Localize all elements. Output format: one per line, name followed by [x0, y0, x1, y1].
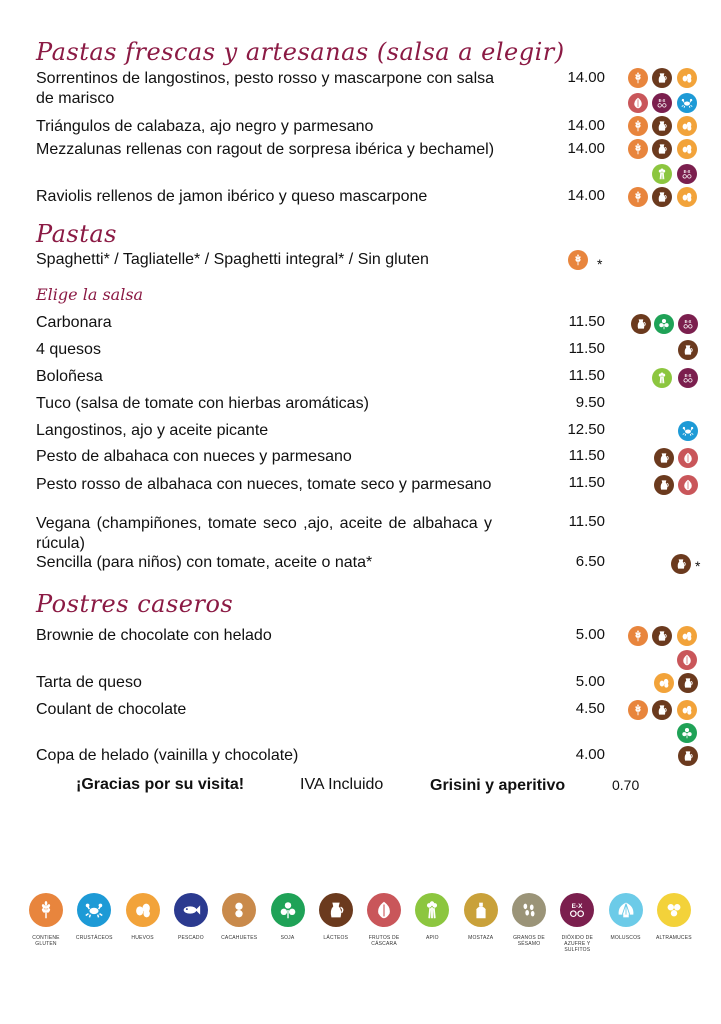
legend-item	[410, 893, 454, 941]
sulphite-icon	[678, 368, 698, 388]
milk-jug-icon	[678, 746, 698, 766]
eggs-icon	[677, 116, 697, 136]
wheat-icon	[628, 626, 648, 646]
sauce-name: Pesto rosso de albahaca con nueces, tomate seco y parmesano	[36, 476, 492, 493]
soy-icon	[677, 723, 697, 743]
milk-jug-icon	[654, 475, 674, 495]
fish-icon	[174, 893, 208, 927]
milk-jug-icon	[319, 893, 353, 927]
nut-icon	[628, 93, 648, 113]
milk-jug-icon	[678, 340, 698, 360]
crab-icon	[77, 893, 111, 927]
eggs-icon	[677, 139, 697, 159]
legend-item	[72, 893, 116, 941]
legend-item	[362, 893, 406, 947]
legend-label: APIO	[426, 935, 439, 941]
menu-item-price: 14.00	[567, 187, 605, 204]
nut-icon	[678, 448, 698, 468]
dessert-price: 5.00	[575, 673, 605, 690]
legend-label: CRUSTÁCEOS	[75, 935, 113, 941]
wheat-icon	[628, 116, 648, 136]
legend-label: DIÓXIDO DE AZUFRE Y SULFITOS	[561, 935, 594, 953]
dessert-name: Brownie de chocolate con helado	[36, 627, 272, 644]
sauce-name: Vegana (champiñones, tomate seco ,ajo, aceite de albahaca y rúcula)	[36, 515, 492, 552]
legend-item	[24, 893, 68, 947]
sauce-price: 11.50	[568, 474, 605, 491]
sauce-name: 4 quesos	[36, 341, 101, 358]
sauce-name: Sencilla (para niños) con tomate, aceite o nata*	[36, 554, 373, 571]
crab-icon	[677, 93, 697, 113]
sauce-price: 9.50	[575, 394, 605, 411]
menu-item-name: Sorrentinos de langostinos, pesto rosso y mascarpone con salsa de marisco	[36, 70, 495, 107]
legend-label: MOLUSCOS	[610, 935, 641, 941]
nut-icon	[367, 893, 401, 927]
asterisk-note: *	[695, 558, 701, 574]
legend-item	[459, 893, 503, 941]
milk-jug-icon	[654, 448, 674, 468]
legend-item	[652, 893, 696, 941]
svg-text:E-X: E-X	[571, 903, 583, 911]
sulphite-icon	[677, 164, 697, 184]
eggs-icon	[677, 187, 697, 207]
svg-text:E-X: E-X	[658, 97, 666, 103]
celery-icon	[652, 368, 672, 388]
legend-item	[169, 893, 213, 941]
legend-label: LÁCTEOS	[323, 935, 349, 941]
wheat-icon	[29, 893, 63, 927]
menu-item-price: 14.00	[567, 117, 605, 134]
dessert-name: Tarta de queso	[36, 674, 142, 691]
sauce-name: Carbonara	[36, 314, 112, 331]
sauce-price: 11.50	[568, 340, 605, 357]
sauce-name: Langostinos, ajo y aceite picante	[36, 422, 269, 439]
eggs-icon	[126, 893, 160, 927]
sulphite-icon	[652, 93, 672, 113]
grisini-label: Grisini y aperitivo	[430, 777, 566, 794]
legend-label: CONTIENE GLUTEN	[32, 935, 60, 947]
iva-note: IVA Incluido	[300, 776, 384, 793]
sauce-price: 11.50	[568, 367, 605, 384]
dessert-price: 4.50	[575, 700, 605, 717]
wheat-icon	[628, 68, 648, 88]
svg-text:E-X: E-X	[683, 168, 691, 174]
pasta-types-line: Spaghetti* / Tagliatelle* / Spaghetti integral* / Sin gluten	[36, 251, 429, 268]
celery-icon	[652, 164, 672, 184]
eggs-icon	[677, 700, 697, 720]
eggs-icon	[677, 68, 697, 88]
menu-item-price: 14.00	[567, 69, 605, 86]
milk-jug-icon	[652, 68, 672, 88]
sauce-name: Tuco (salsa de tomate con hierbas aromáticas)	[36, 395, 369, 412]
nut-icon	[677, 650, 697, 670]
eggs-icon	[677, 626, 697, 646]
legend-label: CACAHUETES	[221, 935, 258, 941]
lupin-icon	[657, 893, 691, 927]
nut-icon	[678, 475, 698, 495]
celery-icon	[415, 893, 449, 927]
menu-item-name: Mezzalunas rellenas con ragout de sorpresa ibérica y bechamel)	[36, 141, 495, 158]
peanut-icon	[222, 893, 256, 927]
milk-jug-icon	[652, 700, 672, 720]
milk-jug-icon	[652, 626, 672, 646]
section-title-desserts: Postres caseros	[36, 590, 234, 618]
legend-label: GRANOS DE SÉSAMO	[513, 935, 545, 947]
sauce-price: 11.50	[568, 513, 605, 530]
legend-item	[121, 893, 165, 941]
sauce-name: Boloñesa	[36, 368, 103, 385]
dessert-price: 4.00	[575, 746, 605, 763]
milk-jug-icon	[652, 116, 672, 136]
milk-jug-icon	[652, 187, 672, 207]
wheat-icon	[628, 700, 648, 720]
sulphite-icon	[678, 314, 698, 334]
sauce-price: 11.50	[568, 313, 605, 330]
milk-jug-icon	[678, 673, 698, 693]
eggs-icon	[654, 673, 674, 693]
menu-item-name: Raviolis rellenos de jamon ibérico y queso mascarpone	[36, 188, 428, 205]
soy-icon	[654, 314, 674, 334]
milk-jug-icon	[671, 554, 691, 574]
legend-label: SOJA	[280, 935, 295, 941]
legend-item	[314, 893, 358, 941]
legend-label: ALTRAMUCES	[655, 935, 692, 941]
wheat-icon	[628, 139, 648, 159]
legend-item	[217, 893, 261, 941]
legend-item	[266, 893, 310, 941]
crab-icon	[678, 421, 698, 441]
dessert-name: Copa de helado (vainilla y chocolate)	[36, 747, 299, 764]
sauce-name: Pesto de albahaca con nueces y parmesano	[36, 448, 352, 465]
subtitle-choose-sauce: Elige la salsa	[36, 285, 144, 304]
sauce-price: 11.50	[568, 447, 605, 464]
dessert-price: 5.00	[575, 626, 605, 643]
shell-icon	[609, 893, 643, 927]
grisini-price: 0.70	[612, 777, 640, 793]
legend-label: HUEVOS	[131, 935, 154, 941]
svg-text:E-X: E-X	[684, 372, 692, 378]
wheat-icon	[628, 187, 648, 207]
legend-item	[555, 893, 599, 953]
thanks-message: ¡Gracias por su visita!	[76, 776, 245, 793]
section-title-pastas: Pastas	[36, 220, 117, 248]
legend-item	[604, 893, 648, 941]
sauce-price: 12.50	[567, 421, 605, 438]
legend-item	[507, 893, 551, 947]
dessert-name: Coulant de chocolate	[36, 701, 187, 718]
milk-jug-icon	[631, 314, 651, 334]
wheat-icon	[568, 250, 588, 270]
legend-label: PESCADO	[177, 935, 204, 941]
sesame-icon	[512, 893, 546, 927]
milk-jug-icon	[652, 139, 672, 159]
menu-item-name: Triángulos de calabaza, ajo negro y parmesano	[36, 118, 374, 135]
svg-text:E-X: E-X	[684, 318, 692, 324]
legend-label: FRUTOS DE CÁSCARA	[368, 935, 400, 947]
asterisk-note: *	[597, 256, 603, 272]
sauce-price: 6.50	[575, 553, 605, 570]
mustard-icon	[464, 893, 498, 927]
section-title-fresh-pastas: Pastas frescas y artesanas (salsa a elegir)	[36, 38, 565, 66]
legend-label: MOSTAZA	[468, 935, 494, 941]
menu-item-price: 14.00	[567, 140, 605, 157]
soy-icon	[271, 893, 305, 927]
sulphite-icon	[560, 893, 594, 927]
